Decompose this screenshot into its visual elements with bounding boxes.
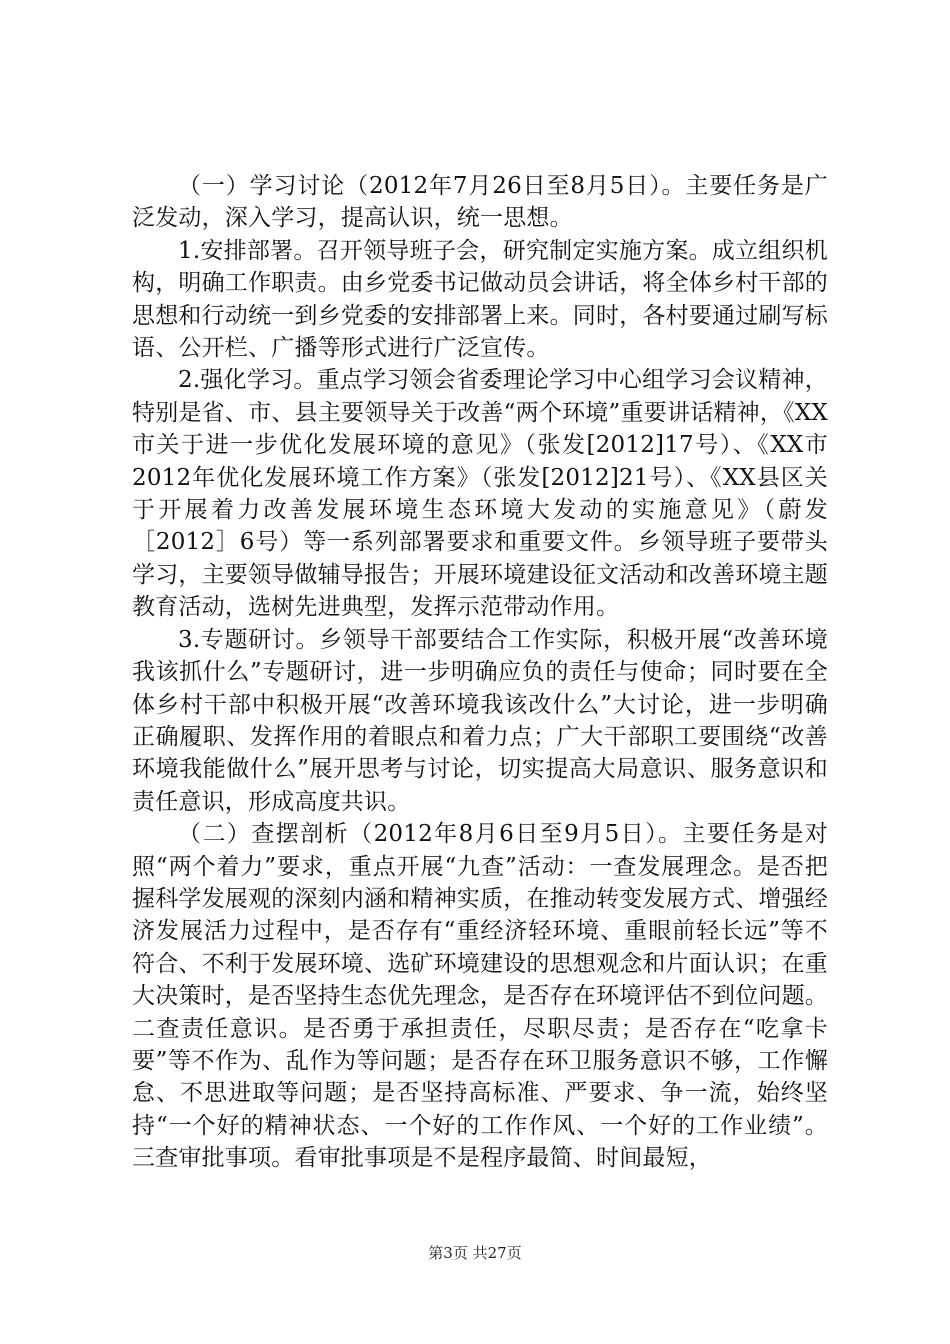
paragraph-seminar: 3.专题研讨。乡领导干部要结合工作实际，积极开展“改善环境我该抓什么”专题研讨，进一步明确应负的责任与使命；同时要在全体乡村干部中积极开展“改善环境我该改什么”大讨论，进一步明确正确履职、发挥作用的着眼点和着力点；广大干部职工要围绕“改善环境我能做什么”展开思考与讨论，切实提高大局意识、服务意识和责任意识，形成高度共识。 <box>132 626 828 815</box>
paragraph-study: 2.强化学习。重点学习领会省委理论学习中心组学习会议精神，特别是省、市、县主要领导关于改善“两个环境”重要讲话精神，《XX市关于进一步优化发展环境的意见》（张发[2012]17号）、《XX市2012年优化发展环境工作方案》（张发[2012]21号）、《XX县区关于开展着力改善发展环境生态环境大发动的实施意见》（蔚发［2012］6号）等一系列部署要求和重要文件。乡领导班子要带头学习，主要领导做辅导报告；开展环境建设征文活动和改善环境主题教育活动，选树先进典型，发挥示范带动作用。 <box>132 367 828 621</box>
paragraph-section-two-heading: （二）查摆剖析（2012年8月6日至9月5日）。主要任务是对照“两个着力”要求，重点开展“九查”活动：一查发展理念。是否把握科学发展观的深刻内涵和精神实质，在推动转变发展方式、增强经济发展活力过程中，是否存有“重经济轻环境、重眼前轻长远”等不符合、不利于发展环境、选矿环境建设的思想观念和片面认识；在重大决策时，是否坚持生态优先理念，是否存在环境评估不到位问题。二查责任意识。是否勇于承担责任，尽职尽责；是否存在“吃拿卡要”等不作为、乱作为等问题；是否存在环卫服务意识不够，工作懈怠、不思进取等问题；是否坚持高标准、严要求、争一流，始终坚持“一个好的精神状态、一个好的工作作风、一个好的工作业绩”。三查审批事项。看审批事项是不是程序最简、时间最短， <box>132 821 828 1172</box>
paragraph-arrangement: 1.安排部署。召开领导班子会，研究制定实施方案。成立组织机构，明确工作职责。由乡党委书记做动员会讲话，将全体乡村干部的思想和行动统一到乡党委的安排部署上来。同时，各村要通过刷写标语、公开栏、广播等形式进行广泛宣传。 <box>132 237 828 362</box>
page-footer: 第3页 共27页 <box>428 1244 522 1262</box>
document-body <box>132 170 828 1175</box>
paragraph-section-one-heading: （一）学习讨论（2012年7月26日至8月5日）。主要任务是广泛发动，深入学习，提高认识，统一思想。 <box>132 173 828 232</box>
